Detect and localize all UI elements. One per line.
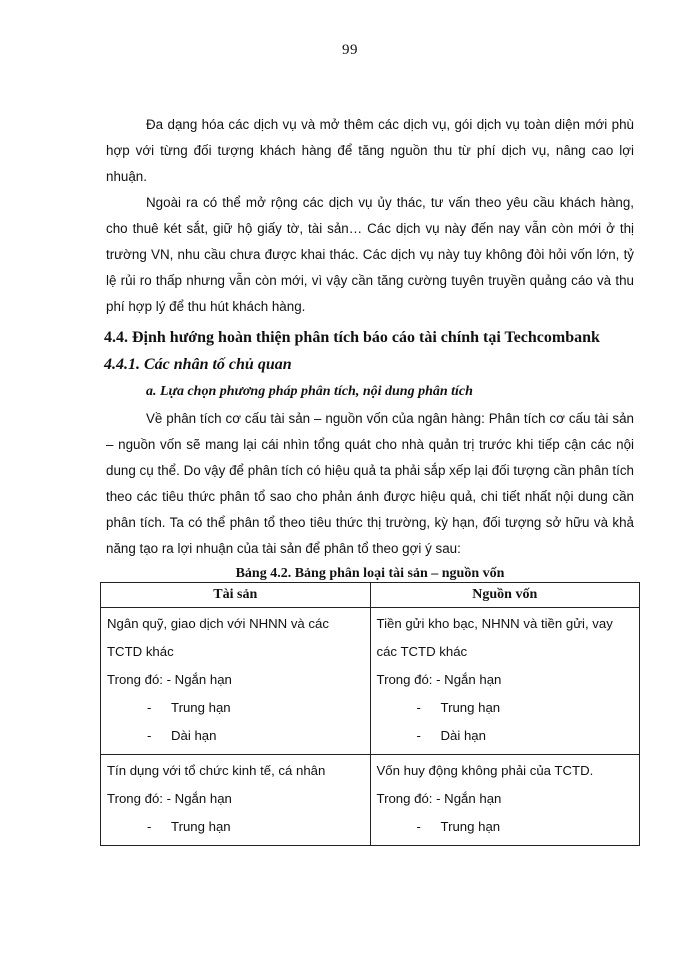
classification-table [100,582,640,846]
cell-sub-item [107,694,364,722]
cell-title: Tín dụng với tổ chức kinh tế, cá nhân [107,763,326,778]
cell-trong-do: Trong đó: - Ngắn hạn [107,791,232,806]
cell-sub-item [377,722,634,750]
table-cell-assets-2 [101,755,371,846]
dash-mark: - [147,728,152,743]
table-cell-liabilities-1 [370,608,640,755]
cell-title: Tiền gửi kho bạc, NHNN và tiền gửi, vay các TCTD khác [376,616,613,659]
paragraph-3: Về phân tích cơ cấu tài sản – nguồn vốn của ngân hàng: Phân tích cơ cấu tài sản – nguồn vốn sẽ mang lại cái nhìn tổng quát cho nhà quản trị trước khi tiếp cận các nội dung cụ thể. Do vậy để phân tích có hiệu quả ta phải sắp xếp lại đối tượng cần phân tích theo các tiêu thức phân tổ sao cho phản ánh được hiệu quả, chi tiết nhất nội dung cần phân tích. Ta có thể phân tổ theo tiêu thức thị trường, kỳ hạn, đối tượng sở hữu và khả năng tạo ra lợi nhuận của tài sản để phân tổ theo gợi ý sau: [106,411,634,556]
dash-mark: - [416,728,421,743]
section-heading: 4.4. Định hướng hoàn thiện phân tích báo cáo tài chính tại Techcombank [104,329,600,346]
table-header-row [101,583,640,608]
header-liabilities: Nguồn vốn [370,583,640,608]
dash-mark: - [416,700,421,715]
sub-item-label: Trung hạn [440,700,501,715]
table-row [101,608,640,755]
cell-sub-item [107,813,364,841]
table-cell-assets-1 [101,608,371,755]
table-cell-liabilities-2 [370,755,640,846]
sub-item-label: Dài hạn [440,728,486,743]
paragraph-1: Đa dạng hóa các dịch vụ và mở thêm các dịch vụ, gói dịch vụ toàn diện mới phù hợp với từng đối tượng khách hàng để tăng nguồn thu từ phí dịch vụ, nâng cao lợi nhuận. [106,117,634,184]
cell-trong-do: Trong đó: - Ngắn hạn [376,672,502,687]
paragraph-2: Ngoài ra có thể mở rộng các dịch vụ ủy thác, tư vấn theo yêu cầu khách hàng, cho thuê két sắt, giữ hộ giấy tờ, tài sản… Các dịch vụ này đến nay vẫn còn mới ở thị trường VN, nhu cầu chưa được khai thác. Các dịch vụ này tuy không đòi hỏi vốn lớn, tỷ lệ rủi ro thấp nhưng vẫn còn mới, vì vậy cần tăng cường tuyên truyền quảng cáo và thu phí hợp lý để thu hút khách hàng. [106,195,634,314]
header-assets: Tài sản [101,583,371,608]
dash-mark: - [147,700,152,715]
sub-item-label: Trung hạn [171,700,231,715]
sub-item-label: Dài hạn [171,728,217,743]
table-row [101,755,640,846]
cell-trong-do: Trong đó: - Ngắn hạn [107,672,232,687]
dash-mark: - [416,819,421,834]
cell-sub-item [377,813,634,841]
subsection-heading: 4.4.1. Các nhân tố chủ quan [104,356,292,373]
document-body [106,112,634,590]
cell-title: Vốn huy động không phải của TCTD. [376,763,594,778]
cell-sub-item [377,694,634,722]
table-caption: Bảng 4.2. Bảng phân loại tài sản – nguồn vốn [235,566,505,581]
sub-item-label: Trung hạn [171,819,231,834]
cell-title: Ngân quỹ, giao dịch với NHNN và các TCTD khác [107,616,329,659]
item-heading: a. Lựa chọn phương pháp phân tích, nội dung phân tích [146,384,473,399]
sub-item-label: Trung hạn [440,819,501,834]
cell-trong-do: Trong đó: - Ngắn hạn [376,791,502,806]
dash-mark: - [147,819,152,834]
page-number: 99 [342,42,358,58]
cell-sub-item [107,722,364,750]
